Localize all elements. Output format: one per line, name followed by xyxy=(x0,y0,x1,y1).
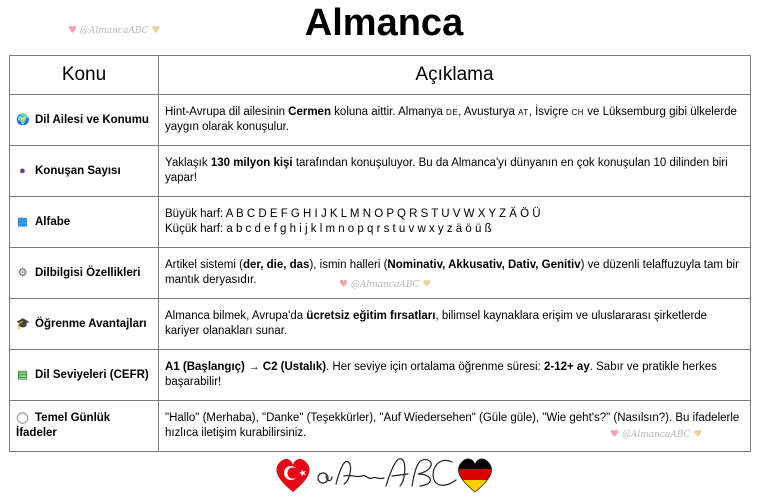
table-row xyxy=(10,95,751,146)
description-text: koluna aittir. Almanya xyxy=(330,106,447,118)
topic-cell xyxy=(10,350,159,401)
graduation-cap-icon: 🎓 xyxy=(16,317,30,330)
speaking-head-icon: ● xyxy=(19,164,26,177)
description-cell xyxy=(159,401,751,452)
description-cell xyxy=(159,299,751,350)
description-text: "Hallo" (Merhaba), "Danke" (Teşekkürler), "Auf Wiedersehen" (Güle güle), "Wie geht's?" (Nasılsın?). Bu ifadelerle hızlıca iletişim kurabilirsiniz. xyxy=(165,412,740,439)
description-cell xyxy=(159,146,751,197)
table-header-row xyxy=(10,56,751,95)
topic-label: Öğrenme Avantajları xyxy=(35,317,147,330)
topic-label: Temel Günlük İfadeler xyxy=(16,412,111,439)
heart-icon: ♥ xyxy=(422,279,432,290)
emphasis-text: 2-12+ ay xyxy=(544,361,590,373)
column-header-topic: Konu xyxy=(10,56,159,95)
description-text: , İsviçre xyxy=(528,106,572,118)
table-row xyxy=(10,197,751,248)
description-text: ve Lüksemburg gibi ülkelerde yaygın olarak konuşulur. xyxy=(165,106,737,133)
topic-label: Dilbilgisi Özellikleri xyxy=(35,266,141,279)
table-row xyxy=(10,350,751,401)
description-text: Almanca bilmek, Avrupa'da xyxy=(165,310,307,322)
description-cell xyxy=(159,350,751,401)
country-code: AT xyxy=(518,108,529,117)
topic-label: Alfabe xyxy=(35,215,71,228)
country-code: CH xyxy=(571,108,585,117)
description-text: Büyük harf: A B C D E F G H I J K L M N O P Q R S T U V W X Y Z Ä Ö Ü xyxy=(165,208,541,220)
abcd-icon: ▦ xyxy=(17,215,28,228)
emphasis-text: Cermen xyxy=(288,106,331,118)
emphasis-text: A1 (Başlangıç) → C2 (Ustalık) xyxy=(165,361,327,373)
topic-cell xyxy=(10,248,159,299)
topic-cell xyxy=(10,95,159,146)
description-text: tarafından konuşuluyor. Bu da Almanca'yı dünyanın en çok konuşulan 10 dilinden biri yapar! xyxy=(165,157,728,184)
emphasis-text: ücretsiz eğitim fırsatları xyxy=(306,310,436,322)
description-text: ), ismin halleri ( xyxy=(309,259,388,271)
books-icon: ▤ xyxy=(17,368,28,381)
heart-icon: ♥ xyxy=(151,25,161,36)
topic-label: Dil Ailesi ve Konumu xyxy=(35,113,149,126)
description-text: ) ve düzenli telaffuzuyla tam bir mantık deryasıdır. xyxy=(165,259,739,286)
topic-cell xyxy=(10,401,159,452)
globe-icon: 🌍 xyxy=(16,113,30,126)
description-text: , Avusturya xyxy=(458,106,519,118)
info-table xyxy=(9,55,751,452)
signature-logo xyxy=(318,459,456,486)
description-text: Küçük harf: a b c d e f g h i j k l m n o p q r s t u v w x y z ä ö ü ß xyxy=(165,223,492,235)
description-text: Artikel sistemi ( xyxy=(165,259,243,271)
germany-heart-icon xyxy=(456,456,496,494)
watermark: ♥ @AlmancaABC ♥ xyxy=(610,429,703,440)
table-row xyxy=(10,146,751,197)
topic-cell xyxy=(10,146,159,197)
table-row xyxy=(10,248,751,299)
watermark: ♥ @AlmancaABC ♥ xyxy=(339,279,432,290)
heart-icon: ♥ xyxy=(339,279,348,290)
topic-label: Konuşan Sayısı xyxy=(35,164,121,177)
heart-icon: ♥ xyxy=(68,25,77,36)
watermark: ♥ @AlmancaABC ♥ xyxy=(68,25,161,36)
heart-icon: ♥ xyxy=(610,429,619,440)
emphasis-text: Nominativ, Akkusativ, Dativ, Genitiv xyxy=(387,259,581,271)
turkey-heart-icon xyxy=(276,459,309,492)
heart-icon: ♥ xyxy=(693,429,703,440)
topic-label: Dil Seviyeleri (CEFR) xyxy=(35,368,149,381)
description-text: , bilimsel kaynaklara erişim ve uluslararası şirketlerde kariyer olanakları sunar. xyxy=(165,310,708,337)
description-text: Hint-Avrupa dil ailesinin xyxy=(165,106,289,118)
emphasis-text: der, die, das xyxy=(242,259,310,271)
description-cell xyxy=(159,248,751,299)
table-row xyxy=(10,299,751,350)
emphasis-text: 130 milyon kişi xyxy=(210,157,293,169)
description-text: Yaklaşık xyxy=(165,157,211,169)
topic-cell xyxy=(10,197,159,248)
footer-logo-svg xyxy=(0,452,768,498)
description-cell xyxy=(159,95,751,146)
description-text: . Her seviye için ortalama öğrenme süresi: xyxy=(326,361,544,373)
footer-logo xyxy=(0,452,768,498)
column-header-description: Açıklama xyxy=(159,56,751,95)
page-title: Almanca xyxy=(304,2,464,44)
topic-cell xyxy=(10,299,159,350)
speech-bubble-icon: ◯ xyxy=(16,412,29,424)
table-row xyxy=(10,401,751,452)
description-text: . Sabır ve pratikle herkes başarabilir! xyxy=(165,361,717,388)
description-cell xyxy=(159,197,751,248)
gear-icon: ⚙ xyxy=(17,266,28,279)
country-code: DE xyxy=(446,108,459,117)
